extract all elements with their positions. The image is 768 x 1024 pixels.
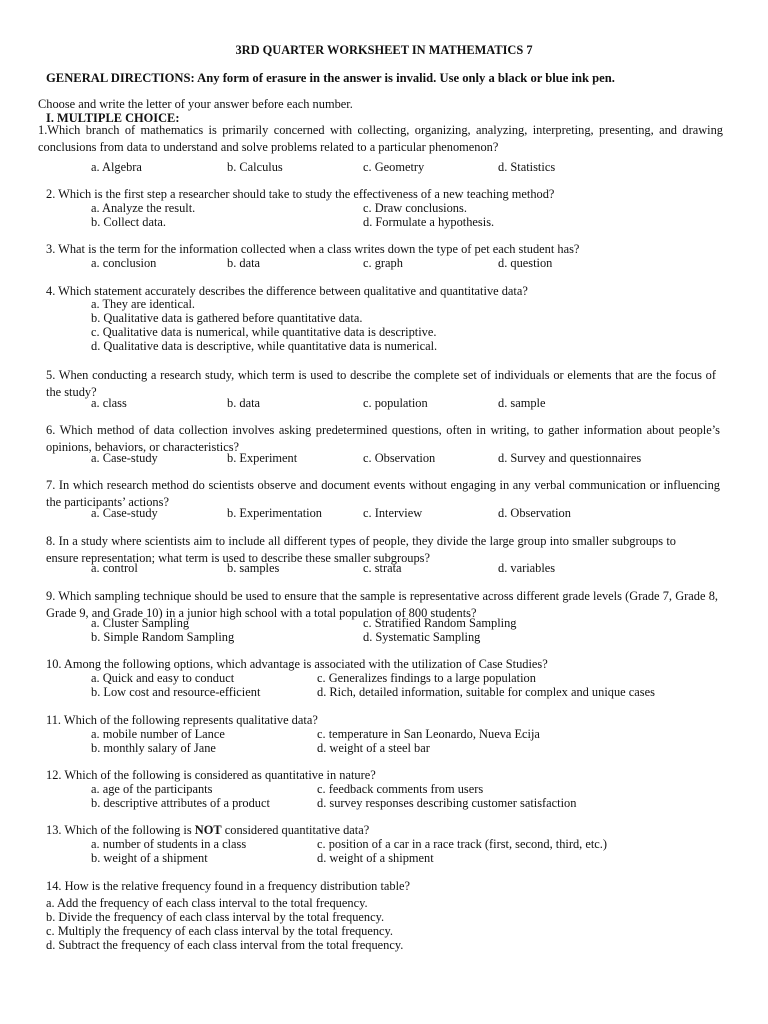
- q8-option-c: c. strata: [363, 561, 402, 575]
- q13-stem-emphasis: NOT: [194, 823, 222, 837]
- q13-option-b: b. weight of a shipment: [91, 851, 208, 865]
- q13-option-a: a. number of students in a class: [91, 837, 247, 851]
- q9-option-a: a. Cluster Sampling: [91, 616, 190, 630]
- q12-option-b: b. descriptive attributes of a product: [91, 796, 270, 810]
- q11-option-d: d. weight of a steel bar: [317, 741, 430, 755]
- q4-option-d: d. Qualitative data is descriptive, while quantitative data is numerical.: [91, 339, 438, 353]
- q4-option-b: b. Qualitative data is gathered before quantitative data.: [91, 311, 363, 325]
- q9-option-d: d. Systematic Sampling: [363, 630, 481, 644]
- q10-option-c: c. Generalizes findings to a large population: [317, 671, 536, 685]
- question-14-stem: 14. How is the relative frequency found in a frequency distribution table?: [46, 879, 411, 893]
- q13-option-d: d. weight of a shipment: [317, 851, 434, 865]
- q13-stem-suffix: considered quantitative data?: [221, 823, 370, 837]
- q6-option-b: b. Experiment: [227, 451, 298, 465]
- q1-option-c: c. Geometry: [363, 160, 425, 174]
- q1-option-d: d. Statistics: [498, 160, 556, 174]
- q9-option-b: b. Simple Random Sampling: [91, 630, 235, 644]
- q1-option-b: b. Calculus: [227, 160, 283, 174]
- question-6-stem: 6. Which method of data collection involves asking predetermined questions, often in writing, to gather information about people’s opinions, behaviors, or characteristics?: [46, 423, 720, 454]
- q11-option-a: a. mobile number of Lance: [91, 727, 225, 741]
- q5-option-b: b. data: [227, 396, 261, 410]
- question-3-stem: 3. What is the term for the information collected when a class writes down the type of pet each student has?: [46, 242, 580, 256]
- q7-option-b: b. Experimentation: [227, 506, 322, 520]
- q7-option-a: a. Case-study: [91, 506, 158, 520]
- q5-option-d: d. sample: [498, 396, 546, 410]
- q3-option-b: b. data: [227, 256, 261, 270]
- q10-option-b: b. Low cost and resource-efficient: [91, 685, 261, 699]
- question-8-stem: 8. In a study where scientists aim to include all different types of people, they divide the large group into smaller subgroups to ensure representation; what term is used to describe these smaller subgroups?: [46, 534, 676, 565]
- q1-option-a: a. Algebra: [91, 160, 142, 174]
- q7-option-c: c. Interview: [363, 506, 423, 520]
- question-2-stem: 2. Which is the first step a researcher should take to study the effectiveness of a new teaching method?: [46, 187, 555, 201]
- q11-option-b: b. monthly salary of Jane: [91, 741, 216, 755]
- question-1-stem: 1.Which branch of mathematics is primarily concerned with collecting, organizing, analyzing, interpreting, presenting, and drawing conclusions from data to understand and solve problems related to a particular phenomenon?: [38, 123, 723, 154]
- q5-option-c: c. population: [363, 396, 428, 410]
- q8-option-d: d. variables: [498, 561, 556, 575]
- q3-option-d: d. question: [498, 256, 553, 270]
- q3-option-c: c. graph: [363, 256, 403, 270]
- q6-option-a: a. Case-study: [91, 451, 158, 465]
- q14-option-c: c. Multiply the frequency of each class interval by the total frequency.: [46, 924, 394, 938]
- q12-option-c: c. feedback comments from users: [317, 782, 484, 796]
- q11-option-c: c. temperature in San Leonardo, Nueva Ecija: [317, 727, 540, 741]
- question-7-stem: 7. In which research method do scientists observe and document events without engaging in any verbal communication or influencing the participants’ actions?: [46, 478, 720, 509]
- q2-option-d: d. Formulate a hypothesis.: [363, 215, 495, 229]
- question-13-stem: [46, 823, 369, 837]
- question-10-stem: 10. Among the following options, which advantage is associated with the utilization of Case Studies?: [46, 657, 548, 671]
- question-9-stem: 9. Which sampling technique should be used to ensure that the sample is representative across different grade levels (Grade 7, Grade 8, Grade 9, and Grade 10) in a junior high school with a total population of 800 students?: [46, 589, 718, 620]
- q12-option-a: a. age of the participants: [91, 782, 213, 796]
- worksheet-title: 3RD QUARTER WORKSHEET IN MATHEMATICS 7: [235, 43, 533, 57]
- q14-option-d: d. Subtract the frequency of each class interval from the total frequency.: [46, 938, 404, 952]
- q6-option-d: d. Survey and questionnaires: [498, 451, 642, 465]
- q5-option-a: a. class: [91, 396, 127, 410]
- q4-option-c: c. Qualitative data is numerical, while quantitative data is descriptive.: [91, 325, 437, 339]
- q4-option-a: a. They are identical.: [91, 297, 196, 311]
- q13-stem-prefix: 13. Which of the following is: [46, 823, 195, 837]
- q7-option-d: d. Observation: [498, 506, 571, 520]
- instruction-text: Choose and write the letter of your answer before each number.: [38, 97, 353, 111]
- section-heading: I. MULTIPLE CHOICE:: [46, 111, 180, 125]
- q8-option-a: a. control: [91, 561, 138, 575]
- question-5-stem: 5. When conducting a research study, which term is used to describe the complete set of individuals or elements that are the focus of the study?: [46, 368, 716, 399]
- general-directions: GENERAL DIRECTIONS: Any form of erasure in the answer is invalid. Use only a black or blue ink pen.: [46, 71, 615, 85]
- q13-option-c: c. position of a car in a race track (first, second, third, etc.): [317, 837, 608, 851]
- q6-option-c: c. Observation: [363, 451, 436, 465]
- q2-option-c: c. Draw conclusions.: [363, 201, 467, 215]
- q12-option-d: d. survey responses describing customer satisfaction: [317, 796, 577, 810]
- q2-option-a: a. Analyze the result.: [91, 201, 196, 215]
- q10-option-d: d. Rich, detailed information, suitable for complex and unique cases: [317, 685, 655, 699]
- q9-option-c: c. Stratified Random Sampling: [363, 616, 517, 630]
- q2-option-b: b. Collect data.: [91, 215, 167, 229]
- q14-option-b: b. Divide the frequency of each class interval by the total frequency.: [46, 910, 385, 924]
- q10-option-a: a. Quick and easy to conduct: [91, 671, 235, 685]
- question-4-stem: 4. Which statement accurately describes the difference between qualitative and quantitative data?: [46, 284, 528, 298]
- q14-option-a: a. Add the frequency of each class interval to the total frequency.: [46, 896, 368, 910]
- question-12-stem: 12. Which of the following is considered as quantitative in nature?: [46, 768, 376, 782]
- question-11-stem: 11. Which of the following represents qualitative data?: [46, 713, 318, 727]
- q8-option-b: b. samples: [227, 561, 280, 575]
- q3-option-a: a. conclusion: [91, 256, 157, 270]
